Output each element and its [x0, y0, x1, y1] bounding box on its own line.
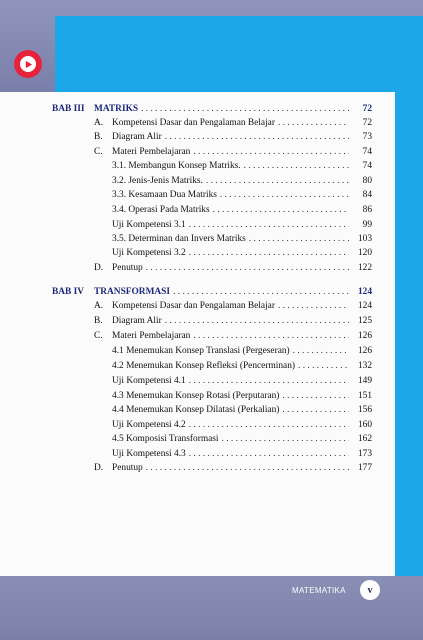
toc-page-number: 72 [362, 104, 372, 114]
toc-entry-title: TRANSFORMASI [94, 287, 171, 297]
toc-dot-leader [220, 189, 349, 202]
toc-entry-row[interactable] [94, 131, 372, 144]
toc-entry-title: Uji Kompetensi 4.3 [112, 449, 186, 459]
toc-entry-row[interactable] [112, 375, 372, 388]
toc-dot-leader [146, 462, 349, 475]
toc-dot-leader [282, 404, 349, 417]
toc-entry-row[interactable] [94, 146, 372, 159]
toc-dot-leader [189, 247, 349, 260]
toc-dot-leader [278, 117, 349, 130]
toc-chapter-code: BAB III [52, 104, 85, 114]
toc-page-number: 151 [357, 391, 372, 401]
toc-entry-letter: A. [94, 118, 104, 128]
toc-page-number: 120 [357, 248, 372, 258]
toc-dot-leader [189, 419, 349, 432]
toc-dot-leader [189, 219, 349, 232]
toc-dot-leader [165, 131, 349, 144]
toc-entry-title: Uji Kompetensi 4.2 [112, 420, 186, 430]
toc-page-number: 126 [357, 331, 372, 341]
toc-page-number: 173 [357, 449, 372, 459]
toc-entry-title: 3.3. Kesamaan Dua Matriks [112, 190, 217, 200]
toc-entry-letter: B. [94, 316, 103, 326]
toc-entry-letter: D. [94, 263, 104, 273]
toc-dot-leader [244, 160, 349, 173]
toc-page-number: 124 [357, 287, 372, 297]
toc-dot-leader [146, 262, 349, 275]
toc-entry-title: Uji Kompetensi 3.2 [112, 248, 186, 258]
toc-page-number: 177 [357, 463, 372, 473]
toc-dot-leader [213, 204, 349, 217]
toc-entry-title: Uji Kompetensi 4.1 [112, 376, 186, 386]
footer-subject-label: MATEMATIKA [292, 586, 346, 595]
toc-entry-row[interactable] [112, 219, 372, 232]
toc-entry-title: 4.5 Komposisi Transformasi [112, 434, 219, 444]
toc-entry-title: Materi Pembelajaran [112, 147, 191, 157]
toc-entry-row[interactable] [112, 204, 372, 217]
toc-dot-leader [206, 175, 349, 188]
blue-header-panel [55, 16, 423, 92]
toc-entry-title: 4.4 Menemukan Konsep Dilatasi (Perkalian) [112, 405, 280, 415]
page-number-badge: v [360, 580, 380, 600]
toc-entry-row[interactable] [112, 433, 372, 446]
toc-page-number: 72 [362, 118, 372, 128]
toc-dot-leader [173, 286, 349, 299]
toc-entry-row[interactable] [94, 462, 372, 475]
toc-entry-row[interactable] [112, 189, 372, 202]
toc-entry-title: 3.4. Operasi Pada Matriks [112, 205, 210, 215]
toc-entry-title: 4.3 Menemukan Konsep Rotasi (Perputaran) [112, 391, 280, 401]
toc-page-number: 103 [357, 234, 372, 244]
toc-entry-title: Kompetensi Dasar dan Pengalaman Belajar [112, 301, 275, 311]
toc-dot-leader [189, 448, 349, 461]
toc-dot-leader [293, 345, 349, 358]
toc-page-number: 149 [357, 376, 372, 386]
toc-chapter-row[interactable] [52, 286, 372, 299]
toc-page-number: 84 [362, 190, 372, 200]
toc-page-number: 74 [362, 147, 372, 157]
toc-entry-row[interactable] [112, 360, 372, 373]
toc-entry-letter: B. [94, 132, 103, 142]
toc-page-number: 126 [357, 346, 372, 356]
toc-entry-row[interactable] [94, 300, 372, 313]
toc-entry-title: 3.2. Jenis-Jenis Matriks. [112, 176, 203, 186]
toc-entry-row[interactable] [94, 315, 372, 328]
toc-entry-title: MATRIKS [94, 104, 139, 114]
toc-dot-leader [222, 433, 349, 446]
toc-entry-title: Diagram Alir [112, 316, 162, 326]
toc-entry-row[interactable] [112, 404, 372, 417]
toc-entry-title: 3.5. Determinan dan Invers Matriks [112, 234, 246, 244]
toc-entry-letter: C. [94, 331, 103, 341]
toc-chapter-row[interactable] [52, 103, 372, 116]
toc-page-number: 125 [357, 316, 372, 326]
toc-page-number: 86 [362, 205, 372, 215]
toc-entry-row[interactable] [112, 390, 372, 403]
toc-entry-title: Penutup [112, 463, 143, 473]
toc-page-number: 73 [362, 132, 372, 142]
toc-entry-row[interactable] [112, 175, 372, 188]
toc-dot-leader [282, 390, 349, 403]
toc-dot-leader [141, 103, 349, 116]
toc-entry-title: 4.1 Menemukan Konsep Translasi (Pergeseran) [112, 346, 290, 356]
toc-page-number: 99 [362, 220, 372, 230]
toc-page-number: 122 [357, 263, 372, 273]
toc-dot-leader [278, 300, 349, 313]
toc-page-number: 156 [357, 405, 372, 415]
toc-entry-row[interactable] [112, 419, 372, 432]
toc-entry-row[interactable] [112, 233, 372, 246]
toc-page-number: 162 [357, 434, 372, 444]
toc-page-number: 80 [362, 176, 372, 186]
toc-entry-title: Uji Kompetensi 3.1 [112, 220, 186, 230]
toc-entry-letter: D. [94, 463, 104, 473]
toc-entry-title: Diagram Alir [112, 132, 162, 142]
toc-dot-leader [189, 375, 349, 388]
blue-side-bar [395, 16, 423, 576]
footer-band [0, 576, 423, 640]
toc-entry-row[interactable] [94, 117, 372, 130]
toc-entry-title: 3.1. Membangun Konsep Matriks. [112, 161, 241, 171]
play-icon [14, 50, 42, 78]
toc-dot-leader [249, 233, 349, 246]
toc-entry-title: Kompetensi Dasar dan Pengalaman Belajar [112, 118, 275, 128]
toc-entry-row[interactable] [94, 330, 372, 343]
toc-dot-leader [193, 330, 349, 343]
toc-entry-title: Penutup [112, 263, 143, 273]
toc-entry-title: Materi Pembelajaran [112, 331, 191, 341]
toc-entry-row[interactable] [112, 345, 372, 358]
toc-entry-letter: C. [94, 147, 103, 157]
toc-entry-row[interactable] [94, 262, 372, 275]
toc-page-number: 74 [362, 161, 372, 171]
toc-dot-leader [193, 146, 349, 159]
toc-entry-letter: A. [94, 301, 104, 311]
toc-page-number: 132 [357, 361, 372, 371]
toc-page-number: 160 [357, 420, 372, 430]
toc-entry-title: 4.2 Menemukan Konsep Refleksi (Pencerminan) [112, 361, 296, 371]
toc-entry-row[interactable] [112, 160, 372, 173]
toc-chapter-code: BAB IV [52, 287, 85, 297]
toc-entry-row[interactable] [112, 247, 372, 260]
toc-dot-leader [165, 315, 349, 328]
toc-page-number: 124 [357, 301, 372, 311]
toc-entry-row[interactable] [112, 448, 372, 461]
toc-dot-leader [298, 360, 349, 373]
